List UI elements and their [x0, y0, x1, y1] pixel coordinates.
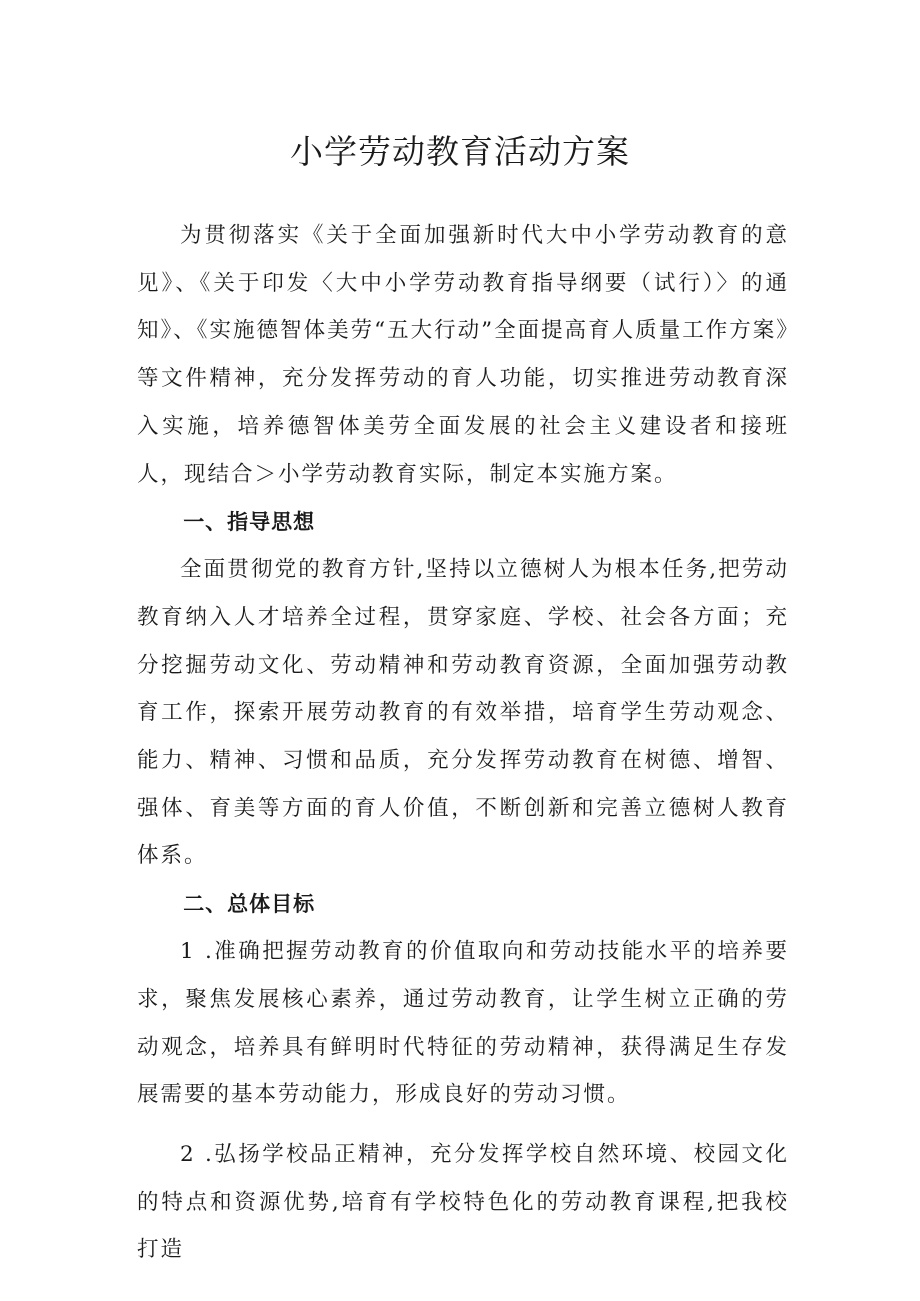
guiding-ideology-paragraph: 全面贯彻党的教育方针,坚持以立德树人为根本任务,把劳动教育纳入人才培养全过程，贯穿家庭、学校、社会各方面；充分挖掘劳动文化、劳动精神和劳动教育资源，全面加强劳动教育工作，探索开展劳动教育的有效举措，培育学生劳动观念、能力、精神、习惯和品质，充分发挥劳动教育在树德、增智、强体、育美等方面的育人价值，不断创新和完善立德树人教育体系。 — [137, 557, 789, 869]
goal-item-1: 1 .准确把握劳动教育的价值取向和劳动技能水平的培养要求，聚焦发展核心素养，通过劳动教育，让学生树立正确的劳动观念，培养具有鲜明时代特征的劳动精神，获得满足生存发展需要的基本劳动能力，形成良好的劳动习惯。 — [137, 939, 789, 1108]
intro-paragraph: 为贯彻落实《关于全面加强新时代大中小学劳动教育的意见》、《关于印发〈大中小学劳动教育指导纲要（试行）〉的通知》、《实施德智体美劳“五大行动”全面提高育人质量工作方案》等文件精神，充分发挥劳动的育人功能，切实推进劳动教育深入实施，培养德智体美劳全面发展的社会主义建设者和接班人，现结合＞小学劳动教育实际，制定本实施方案。 — [137, 223, 789, 487]
section-heading-guiding-ideology: 一、指导思想 — [183, 510, 316, 535]
section-heading-overall-goals: 二、总体目标 — [183, 892, 316, 917]
goal-item-2: 2 .弘扬学校品正精神，充分发挥学校自然环境、校园文化的特点和资源优势,培育有学校特色化的劳动教育课程,把我校打造 — [137, 1141, 789, 1263]
document-title: 小学劳动教育活动方案 — [290, 132, 630, 171]
document-body — [137, 212, 789, 1274]
